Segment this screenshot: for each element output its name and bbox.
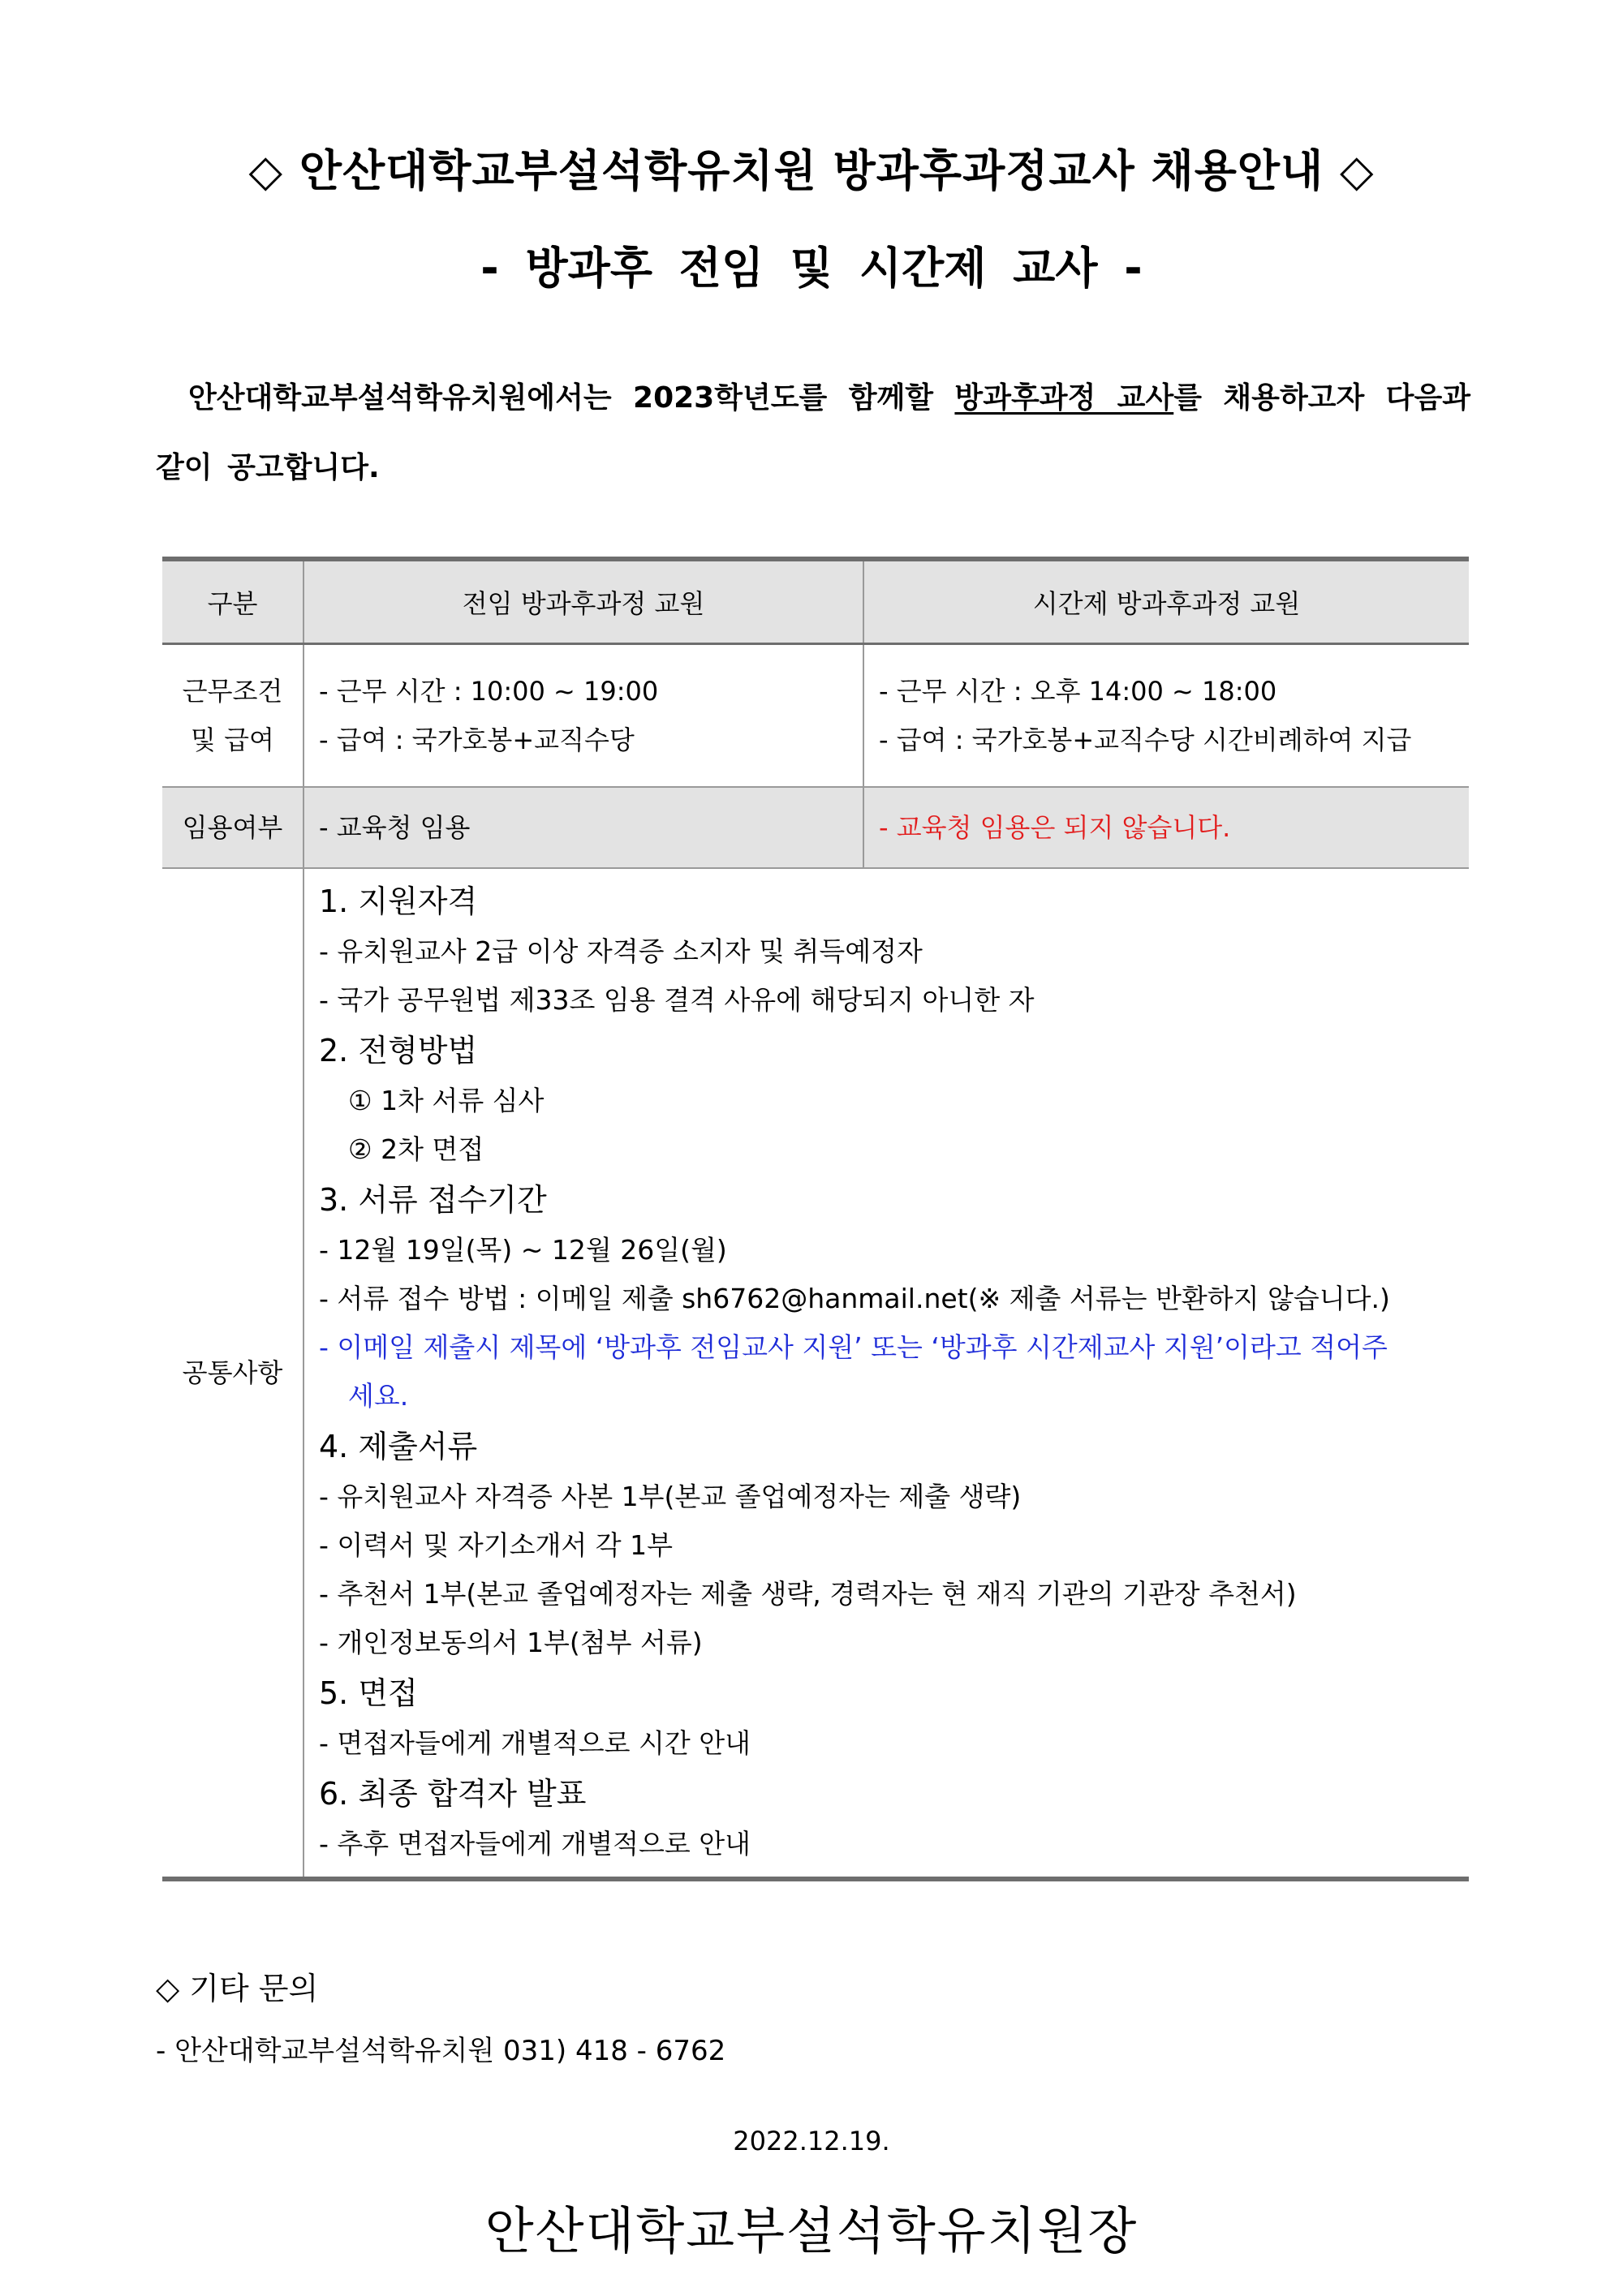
parttime-hours: - 근무 시간 : 오후 14:00 ~ 18:00	[879, 676, 1277, 707]
list-item: - 면접자들에게 개별적으로 시간 안내	[319, 1727, 751, 1759]
fulltime-hours: - 근무 시간 : 10:00 ~ 19:00	[319, 676, 659, 707]
header-parttime: 시간제 방과후과정 교원	[863, 559, 1469, 644]
intro-paragraph	[156, 363, 1470, 503]
intro-underlined: 방과후과정 교사	[954, 381, 1174, 415]
section-qualification-title: 1. 지원자격	[319, 884, 478, 919]
page-subtitle: - 방과후 전임 및 시간제 교사 -	[480, 243, 1143, 294]
common-label: 공통사항	[162, 868, 304, 1879]
contact-heading: ◇ 기타 문의	[156, 1971, 319, 2006]
conditions-label	[162, 644, 304, 788]
appointment-parttime: - 교육청 임용은 되지 않습니다.	[863, 787, 1469, 868]
intro-text-2: 를 채용하고자 다음과 같이 공고합니다.	[156, 381, 1470, 484]
signature: 안산대학교부설석학유치원장	[484, 2201, 1139, 2260]
recruitment-table	[162, 557, 1469, 1881]
email-note-line1: - 이메일 제출시 제목에 ‘방과후 전임교사 지원’ 또는 ‘방과후 시간제교사 지원’이라고 적어주	[319, 1331, 1388, 1363]
table-row-appointment	[162, 787, 1469, 868]
parttime-salary: - 급여 : 국가호봉+교직수당 시간비례하여 지급	[879, 724, 1412, 755]
list-item: - 추천서 1부(본교 졸업예정자는 제출 생략, 경력자는 현 재직 기관의 기관장 추천서)	[319, 1578, 1297, 1610]
conditions-label-line2: 및 급여	[191, 724, 274, 755]
section-period-title: 3. 서류 접수기간	[319, 1182, 547, 1218]
section-result-title: 6. 최종 합격자 발표	[319, 1776, 587, 1812]
notice-date: 2022.12.19.	[733, 2126, 890, 2156]
header-fulltime: 전임 방과후과정 교원	[304, 559, 863, 644]
conditions-parttime	[863, 644, 1469, 788]
intro-text-1: 안산대학교부설석학유치원에서는 2023학년도를 함께할	[188, 381, 955, 415]
section-selection-title: 2. 전형방법	[319, 1033, 478, 1068]
list-item: - 개인정보동의서 1부(첨부 서류)	[319, 1627, 703, 1658]
contact-line: - 안산대학교부설석학유치원 031) 418 - 6762	[156, 2035, 726, 2067]
conditions-fulltime	[304, 644, 863, 788]
list-item: - 유치원교사 자격증 사본 1부(본교 졸업예정자는 제출 생략)	[319, 1481, 1022, 1512]
list-item: - 12월 19일(목) ~ 12월 26일(월)	[319, 1234, 727, 1266]
table-row-common	[162, 868, 1469, 1879]
section-interview-title: 5. 면접	[319, 1675, 418, 1711]
common-details	[304, 868, 1469, 1879]
fulltime-salary: - 급여 : 국가호봉+교직수당	[319, 724, 635, 755]
page-title: ◇ 안산대학교부설석학유치원 방과후과정교사 채용안내 ◇	[248, 145, 1375, 196]
email-note-line2: 세요.	[348, 1380, 409, 1412]
list-item: ② 2차 면접	[348, 1133, 484, 1165]
list-item: - 국가 공무원법 제33조 임용 결격 사유에 해당되지 아니한 자	[319, 984, 1035, 1016]
list-item: - 이력서 및 자기소개서 각 1부	[319, 1529, 674, 1561]
section-documents-title: 4. 제출서류	[319, 1429, 478, 1464]
conditions-label-line1: 근무조건	[182, 676, 283, 707]
header-category: 구분	[162, 559, 304, 644]
list-item: - 유치원교사 2급 이상 자격증 소지자 및 취득예정자	[319, 935, 923, 967]
list-item: - 추후 면접자들에게 개별적으로 안내	[319, 1828, 751, 1860]
list-item: ① 1차 서류 심사	[348, 1085, 545, 1116]
table-row-conditions	[162, 644, 1469, 788]
table-header-row	[162, 559, 1469, 644]
appointment-fulltime: - 교육청 임용	[304, 787, 863, 868]
list-item: - 서류 접수 방법 : 이메일 제출 sh6762@hanmail.net(※ 제출 서류는 반환하지 않습니다.)	[319, 1283, 1390, 1314]
appointment-label: 임용여부	[162, 787, 304, 868]
